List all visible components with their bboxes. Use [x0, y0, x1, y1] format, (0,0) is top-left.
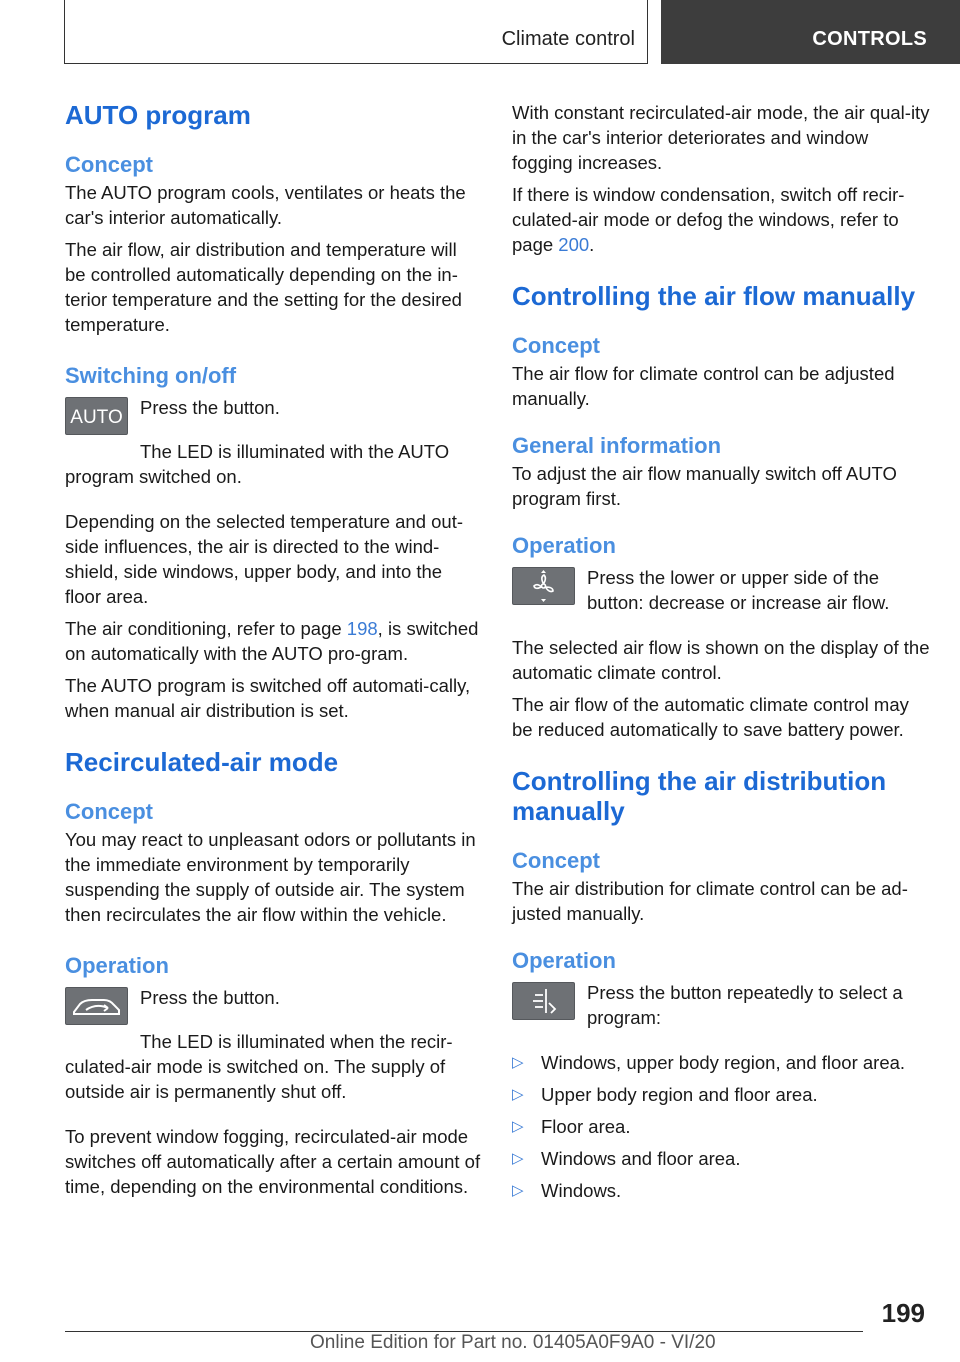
bullet-triangle-icon: ▷ [512, 1054, 524, 1071]
subheading-concept: Concept [512, 848, 600, 873]
paragraph: Press the lower or upper side of the button: decrease or increase air flow. [587, 567, 890, 613]
section-title: Climate control [501, 28, 635, 50]
page-number: 199 [881, 1298, 925, 1328]
program-list [512, 1050, 930, 1203]
page-link-200[interactable]: 200 [558, 234, 590, 255]
subheading-concept: Concept [65, 799, 153, 824]
paragraph: Press the button repeatedly to select a program: [587, 982, 903, 1028]
subheading-operation: Operation [512, 533, 616, 558]
paragraph: Press the button. [140, 987, 280, 1008]
heading-recirculated-air: Recirculated-air mode [65, 747, 339, 777]
paragraph: The selected air flow is shown on the display of the automatic climate control. [512, 637, 930, 683]
paragraph: The air flow, air distribution and temperature will be controlled automatically depending on the in-terior temperature and the setting for the desired temperature. [65, 239, 462, 335]
paragraph: The LED is illuminated with the AUTO program switched on. [65, 441, 450, 487]
recirculation-car-icon [65, 987, 128, 1025]
bullet-triangle-icon: ▷ [512, 1086, 524, 1103]
footer-edition: Online Edition for Part no. 01405A0F9A0 - VI/20 [310, 1332, 716, 1353]
list-item: ▷ Floor area. [512, 1116, 631, 1137]
paragraph: To prevent window fogging, recirculated-air mode switches off automatically after a certain amount of time, depending on the environmental conditions. [65, 1126, 481, 1197]
header-chapter-box [661, 0, 960, 64]
page-link-198[interactable]: 198 [346, 618, 378, 639]
paragraph: To adjust the air flow manually switch off AUTO program first. [512, 463, 897, 509]
list-item: ▷ Windows. [512, 1180, 622, 1201]
left-column [65, 100, 481, 1199]
paragraph: The air conditioning, refer to page 198, is switched on automatically with the AUTO pro-gram. [65, 618, 479, 664]
subheading-general: General information [512, 433, 722, 458]
bullet-triangle-icon: ▷ [512, 1182, 524, 1199]
paragraph: The AUTO program cools, ventilates or heats the car's interior automatically. [65, 182, 466, 228]
auto-button-row [65, 391, 481, 441]
chapter-title: CONTROLS [812, 28, 927, 50]
bullet-triangle-icon: ▷ [512, 1118, 524, 1135]
subheading-operation: Operation [65, 953, 169, 978]
air-distribution-icon [512, 982, 575, 1020]
subheading-concept: Concept [512, 333, 600, 358]
list-item: ▷ Windows and floor area. [512, 1148, 741, 1169]
auto-button-icon [65, 397, 128, 435]
header-section-box [64, 0, 648, 64]
paragraph: The LED is illuminated when the recir-culated-air mode is switched on. The supply of outside air is permanently shut off. [65, 1031, 453, 1102]
heading-auto-program: AUTO program [65, 100, 251, 130]
paragraph: You may react to unpleasant odors or pollutants in the immediate environment by temporarily suspending the supply of outside air. The system then recirculates the air flow within the vehicle. [65, 829, 476, 925]
subheading-concept: Concept [65, 152, 153, 177]
fan-icon [512, 567, 575, 605]
paragraph: Depending on the selected temperature and out-side influences, the air is directed to the wind-shield, side windows, upper body, and into the floor area. [65, 511, 464, 607]
paragraph: The AUTO program is switched off automati-cally, when manual air distribution is set. [65, 675, 471, 721]
paragraph: With constant recirculated-air mode, the air qual-ity in the car's interior deteriorates and window fogging increases. [512, 102, 930, 173]
subheading-switching: Switching on/off [65, 363, 237, 388]
distribution-button-row [512, 976, 930, 1030]
list-item: ▷ Windows, upper body region, and floor area. [512, 1052, 906, 1073]
heading-air-flow: Controlling the air flow manually [512, 281, 916, 311]
paragraph: If there is window condensation, switch off recir-culated-air mode or defog the windows, refer to page 200. [512, 184, 905, 255]
paragraph: The air distribution for climate control can be ad-justed manually. [512, 878, 908, 924]
list-item: ▷ Upper body region and floor area. [512, 1084, 818, 1105]
recirc-button-row [65, 981, 481, 1031]
auto-button-label: AUTO [70, 407, 123, 428]
bullet-triangle-icon: ▷ [512, 1150, 524, 1167]
fan-button-row [512, 561, 930, 615]
subheading-operation: Operation [512, 948, 616, 973]
heading-air-distribution: Controlling the air distribution manually [512, 766, 887, 826]
right-column [512, 100, 930, 1210]
paragraph: The air flow of the automatic climate control may be reduced automatically to save battery power. [512, 694, 909, 740]
paragraph: The air flow for climate control can be adjusted manually. [512, 363, 895, 409]
paragraph: Press the button. [140, 397, 280, 418]
